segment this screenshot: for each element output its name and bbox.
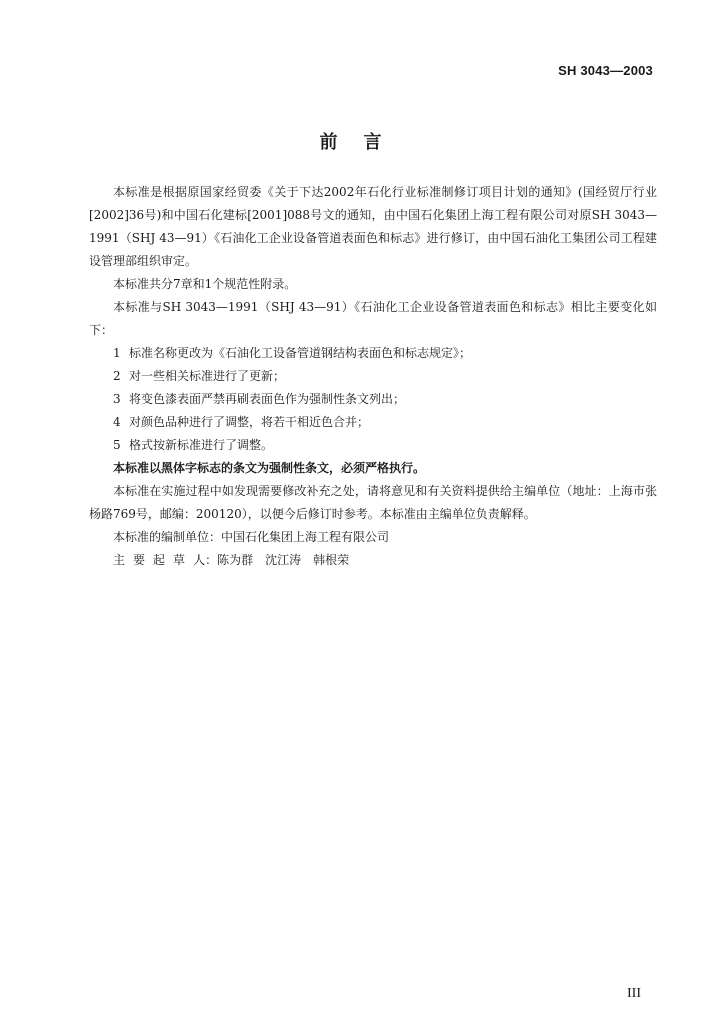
list-item-number: 5 [113,438,121,452]
drafters-label-char: 起 [153,553,166,567]
preface-body [89,181,657,572]
list-item-number: 3 [113,392,121,406]
list-item-text: 格式按新标准进行了调整。 [129,438,274,452]
list-item [89,434,657,457]
list-item-number: 4 [113,415,121,429]
mandatory-note: 本标准以黑体字标志的条文为强制性条文，必须严格执行。 [113,461,426,475]
paragraph-origin: 本标准是根据原国家经贸委《关于下达2002年石化行业标准制修订项目计划的通知》(国经贸厅行业[2002]36号)和中国石化建标[2001]088号文的通知，由中国石化集团上海工程有限公司对原SH 3043—1991（SHJ 43—91）《石油化工企业设备管道表面色和标志》进行修订，由中国石油化工集团公司工程建设管理部组织审定。 [89,185,657,268]
page-title: 前言 [319,132,408,153]
main-drafters [89,549,657,572]
list-item-number: 2 [113,369,121,383]
standard-code: SH 3043—2003 [558,63,653,78]
drafters-label-char: 草 [173,553,186,567]
list-item-text: 将变色漆表面严禁再刷表面色作为强制性条文列出； [129,392,406,406]
editor-unit: 本标准的编制单位：中国石化集团上海工程有限公司 [113,530,390,544]
paragraph-changes-intro: 本标准与SH 3043—1991（SHJ 43—91）《石油化工企业设备管道表面色和标志》相比主要变化如下： [89,300,657,337]
drafters-label-char: 要 [133,553,146,567]
list-item-text: 对一些相关标准进行了更新； [129,369,286,383]
paragraph-structure: 本标准共分7章和1个规范性附录。 [113,277,297,291]
feedback-paragraph: 本标准在实施过程中如发现需要修改补充之处，请将意见和有关资料提供给主编单位（地址：上海市张杨路769号，邮编：200120），以便今后修订时参考。本标准由主编单位负责解释。 [89,484,657,521]
list-item-text: 对颜色品种进行了调整，将若干相近色合并； [129,415,370,429]
drafters-colon: ： [205,553,218,567]
list-item-text: 标准名称更改为《石油化工设备管道钢结构表面色和标志规定》； [129,346,472,360]
list-item [89,388,657,411]
drafters-label-char: 人 [193,553,206,567]
list-item-number: 1 [113,346,121,360]
list-item [89,365,657,388]
drafters-label-char: 主 [113,553,126,567]
page-number: III [627,986,641,1001]
list-item [89,342,657,365]
list-item [89,411,657,434]
drafters-names: 陈为群 沈江涛 韩根荣 [217,553,350,567]
